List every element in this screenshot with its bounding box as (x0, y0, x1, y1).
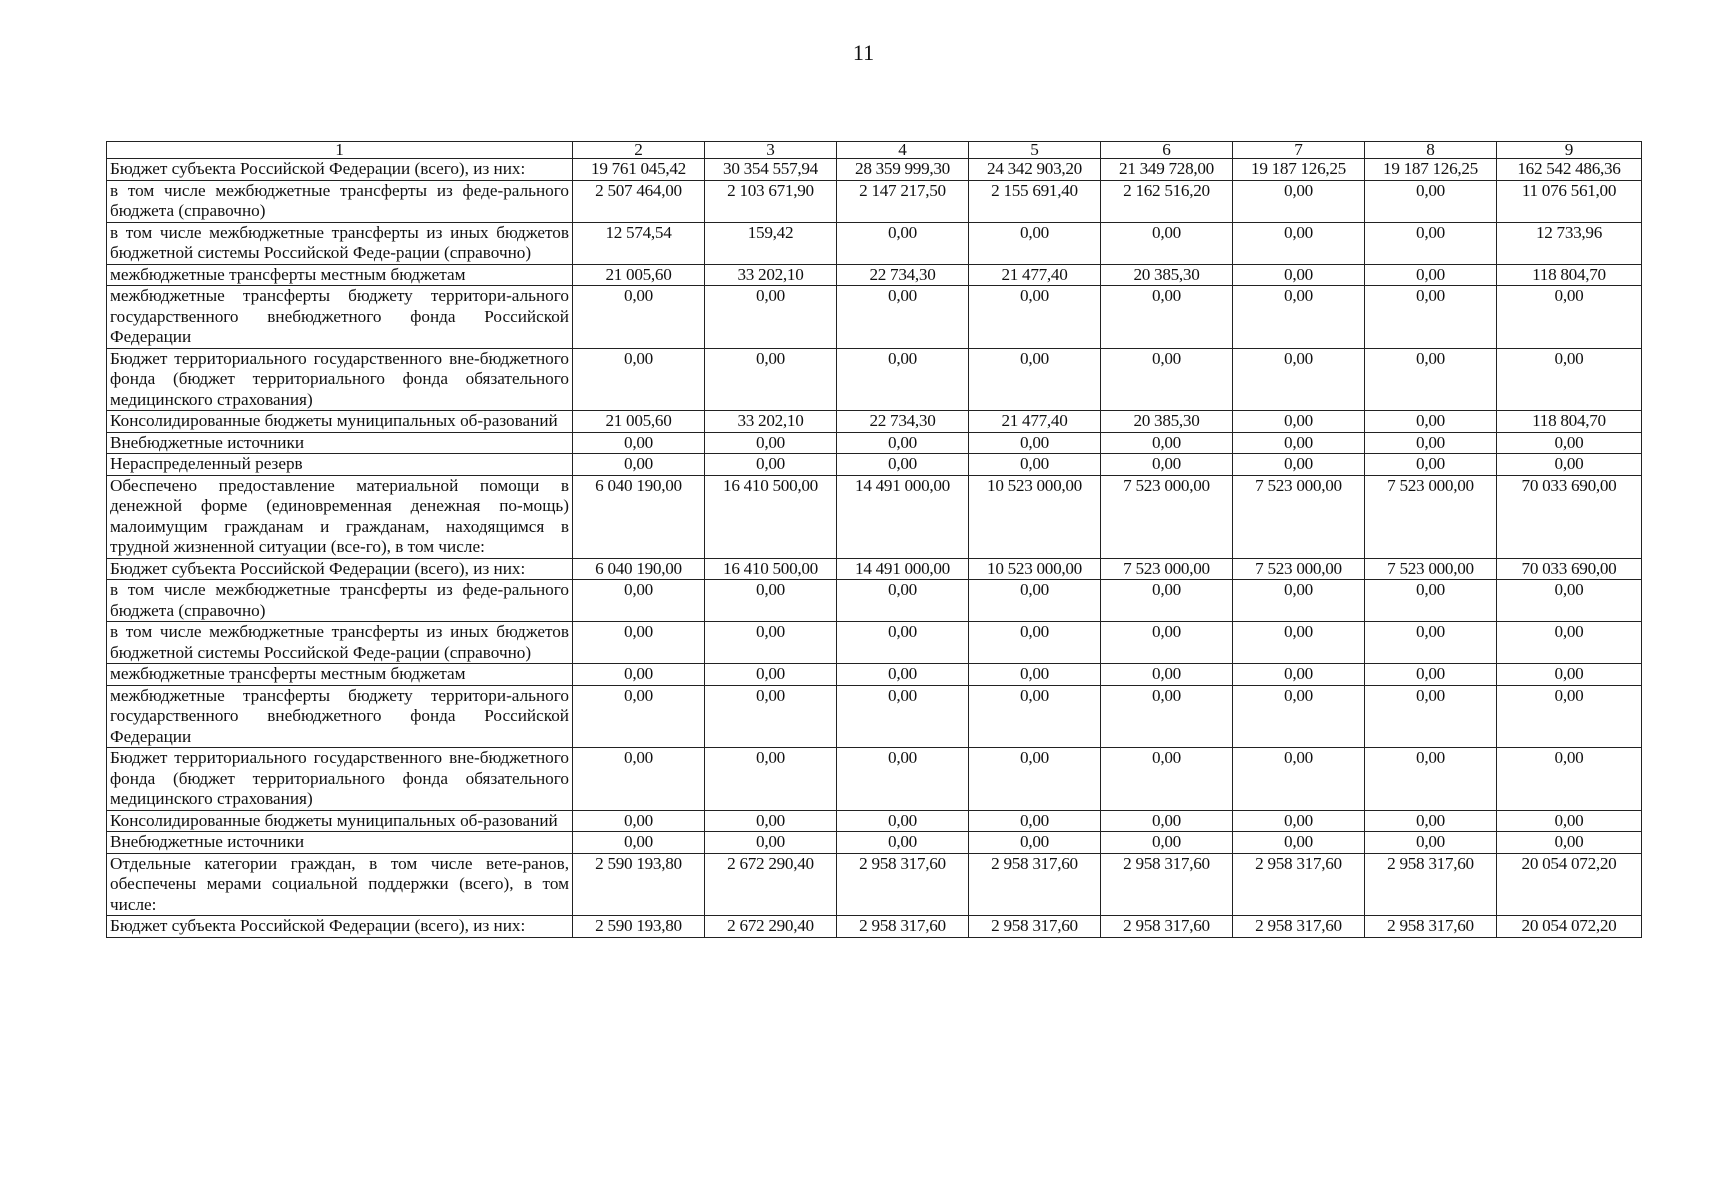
value-cell: 0,00 (573, 348, 705, 411)
value-cell: 0,00 (573, 832, 705, 854)
column-header: 3 (705, 142, 837, 159)
value-cell: 14 491 000,00 (837, 475, 969, 558)
value-cell: 0,00 (1365, 264, 1497, 286)
column-header: 8 (1365, 142, 1497, 159)
value-cell: 2 958 317,60 (1233, 853, 1365, 916)
value-cell: 118 804,70 (1497, 264, 1642, 286)
value-cell: 0,00 (705, 348, 837, 411)
table-row (107, 264, 1642, 286)
row-label: межбюджетные трансферты бюджету территори-ального государственного внебюджетного фонда Российской Федерации (107, 286, 573, 349)
table-body (107, 159, 1642, 938)
row-label: межбюджетные трансферты бюджету территори-ального государственного внебюджетного фонда Российской Федерации (107, 685, 573, 748)
value-cell: 0,00 (1101, 286, 1233, 349)
row-label: в том числе межбюджетные трансферты из иных бюджетов бюджетной системы Российской Феде-рации (справочно) (107, 622, 573, 664)
value-cell: 22 734,30 (837, 264, 969, 286)
column-header: 5 (969, 142, 1101, 159)
table-row (107, 664, 1642, 686)
row-label: Отдельные категории граждан, в том числе вете-ранов, обеспечены мерами социальной поддержки (всего), в том числе: (107, 853, 573, 916)
value-cell: 2 147 217,50 (837, 180, 969, 222)
value-cell: 0,00 (837, 286, 969, 349)
column-header: 4 (837, 142, 969, 159)
value-cell: 0,00 (969, 222, 1101, 264)
value-cell: 0,00 (1365, 180, 1497, 222)
value-cell: 14 491 000,00 (837, 558, 969, 580)
value-cell: 0,00 (969, 832, 1101, 854)
value-cell: 0,00 (705, 664, 837, 686)
column-header: 7 (1233, 142, 1365, 159)
budget-table (106, 141, 1642, 938)
value-cell: 0,00 (1365, 664, 1497, 686)
table-row (107, 916, 1642, 938)
value-cell: 162 542 486,36 (1497, 159, 1642, 181)
value-cell: 0,00 (1497, 810, 1642, 832)
value-cell: 22 734,30 (837, 411, 969, 433)
value-cell: 0,00 (705, 286, 837, 349)
page-number: 11 (852, 40, 875, 65)
value-cell: 0,00 (969, 348, 1101, 411)
row-label: Обеспечено предоставление материальной помощи в денежной форме (единовременная денежная по-мощь) малоимущим гражданам и гражданам, находящимся в трудной жизненной ситуации (все-го), в том числе: (107, 475, 573, 558)
row-label: межбюджетные трансферты местным бюджетам (107, 664, 573, 686)
value-cell: 0,00 (1233, 685, 1365, 748)
value-cell: 0,00 (1497, 286, 1642, 349)
value-cell: 0,00 (573, 664, 705, 686)
column-header: 1 (107, 142, 573, 159)
value-cell: 0,00 (837, 810, 969, 832)
value-cell: 0,00 (837, 580, 969, 622)
table-row (107, 432, 1642, 454)
value-cell: 16 410 500,00 (705, 558, 837, 580)
value-cell: 7 523 000,00 (1101, 558, 1233, 580)
value-cell: 20 054 072,20 (1497, 853, 1642, 916)
value-cell: 0,00 (1101, 664, 1233, 686)
column-header: 9 (1497, 142, 1642, 159)
value-cell: 7 523 000,00 (1365, 558, 1497, 580)
value-cell: 2 958 317,60 (1365, 853, 1497, 916)
row-label: в том числе межбюджетные трансферты из феде-рального бюджета (справочно) (107, 580, 573, 622)
row-label: Внебюджетные источники (107, 432, 573, 454)
value-cell: 0,00 (837, 348, 969, 411)
value-cell: 0,00 (1101, 348, 1233, 411)
row-label: в том числе межбюджетные трансферты из иных бюджетов бюджетной системы Российской Феде-рации (справочно) (107, 222, 573, 264)
value-cell: 0,00 (1497, 622, 1642, 664)
value-cell: 70 033 690,00 (1497, 558, 1642, 580)
value-cell: 2 958 317,60 (837, 916, 969, 938)
value-cell: 0,00 (969, 685, 1101, 748)
value-cell: 2 672 290,40 (705, 916, 837, 938)
value-cell: 7 523 000,00 (1233, 558, 1365, 580)
value-cell: 0,00 (1497, 664, 1642, 686)
value-cell: 0,00 (837, 664, 969, 686)
value-cell: 0,00 (573, 286, 705, 349)
value-cell: 0,00 (1101, 432, 1233, 454)
value-cell: 0,00 (837, 748, 969, 811)
value-cell: 70 033 690,00 (1497, 475, 1642, 558)
table-row (107, 685, 1642, 748)
value-cell: 0,00 (1233, 222, 1365, 264)
value-cell: 20 054 072,20 (1497, 916, 1642, 938)
value-cell: 0,00 (573, 685, 705, 748)
value-cell: 24 342 903,20 (969, 159, 1101, 181)
value-cell: 2 958 317,60 (1233, 916, 1365, 938)
value-cell: 0,00 (1365, 748, 1497, 811)
value-cell: 0,00 (1101, 685, 1233, 748)
value-cell: 0,00 (969, 664, 1101, 686)
value-cell: 0,00 (1101, 832, 1233, 854)
value-cell: 0,00 (705, 685, 837, 748)
value-cell: 2 162 516,20 (1101, 180, 1233, 222)
value-cell: 28 359 999,30 (837, 159, 969, 181)
value-cell: 0,00 (837, 622, 969, 664)
value-cell: 7 523 000,00 (1233, 475, 1365, 558)
value-cell: 21 005,60 (573, 264, 705, 286)
value-cell: 0,00 (1497, 832, 1642, 854)
value-cell: 12 733,96 (1497, 222, 1642, 264)
value-cell: 0,00 (837, 832, 969, 854)
value-cell: 0,00 (1101, 748, 1233, 811)
table-row (107, 748, 1642, 811)
row-label: Консолидированные бюджеты муниципальных об-разований (107, 810, 573, 832)
table-header (107, 142, 1642, 159)
value-cell: 19 187 126,25 (1365, 159, 1497, 181)
table-row (107, 348, 1642, 411)
value-cell: 30 354 557,94 (705, 159, 837, 181)
value-cell: 19 187 126,25 (1233, 159, 1365, 181)
row-label: Бюджет субъекта Российской Федерации (всего), из них: (107, 916, 573, 938)
table-row (107, 580, 1642, 622)
table-row (107, 475, 1642, 558)
value-cell: 10 523 000,00 (969, 558, 1101, 580)
value-cell: 0,00 (1497, 685, 1642, 748)
value-cell: 0,00 (1497, 348, 1642, 411)
value-cell: 0,00 (1365, 454, 1497, 476)
column-header: 2 (573, 142, 705, 159)
value-cell: 0,00 (1101, 810, 1233, 832)
table-row (107, 832, 1642, 854)
value-cell: 6 040 190,00 (573, 558, 705, 580)
value-cell: 0,00 (837, 454, 969, 476)
value-cell: 0,00 (1101, 622, 1233, 664)
value-cell: 0,00 (1233, 580, 1365, 622)
row-label: Бюджет субъекта Российской Федерации (всего), из них: (107, 558, 573, 580)
value-cell: 0,00 (837, 222, 969, 264)
table-row (107, 180, 1642, 222)
value-cell: 7 523 000,00 (1101, 475, 1233, 558)
value-cell: 21 477,40 (969, 411, 1101, 433)
value-cell: 0,00 (1233, 454, 1365, 476)
row-label: Нераспределенный резерв (107, 454, 573, 476)
value-cell: 19 761 045,42 (573, 159, 705, 181)
value-cell: 0,00 (1365, 432, 1497, 454)
table-row (107, 558, 1642, 580)
value-cell: 2 958 317,60 (1365, 916, 1497, 938)
value-cell: 2 958 317,60 (837, 853, 969, 916)
value-cell: 0,00 (573, 810, 705, 832)
value-cell: 0,00 (969, 580, 1101, 622)
column-header: 6 (1101, 142, 1233, 159)
row-label: в том числе межбюджетные трансферты из феде-рального бюджета (справочно) (107, 180, 573, 222)
value-cell: 0,00 (1233, 622, 1365, 664)
value-cell: 0,00 (969, 454, 1101, 476)
value-cell: 0,00 (705, 432, 837, 454)
row-label: Консолидированные бюджеты муниципальных об-разований (107, 411, 573, 433)
value-cell: 0,00 (969, 810, 1101, 832)
value-cell: 20 385,30 (1101, 411, 1233, 433)
value-cell: 0,00 (705, 622, 837, 664)
row-label: межбюджетные трансферты местным бюджетам (107, 264, 573, 286)
value-cell: 0,00 (1233, 432, 1365, 454)
value-cell: 0,00 (1365, 222, 1497, 264)
value-cell: 159,42 (705, 222, 837, 264)
row-label: Бюджет территориального государственного вне-бюджетного фонда (бюджет территориального фонда обязательного медицинского страхования) (107, 348, 573, 411)
value-cell: 2 155 691,40 (969, 180, 1101, 222)
value-cell: 2 507 464,00 (573, 180, 705, 222)
value-cell: 0,00 (837, 432, 969, 454)
value-cell: 2 958 317,60 (969, 916, 1101, 938)
table-row (107, 622, 1642, 664)
value-cell: 0,00 (969, 432, 1101, 454)
row-label: Бюджет субъекта Российской Федерации (всего), из них: (107, 159, 573, 181)
value-cell: 0,00 (1233, 180, 1365, 222)
value-cell: 0,00 (705, 580, 837, 622)
value-cell: 0,00 (1365, 286, 1497, 349)
header-row (107, 142, 1642, 159)
value-cell: 0,00 (1233, 286, 1365, 349)
value-cell: 0,00 (837, 685, 969, 748)
value-cell: 0,00 (1497, 432, 1642, 454)
value-cell: 33 202,10 (705, 411, 837, 433)
value-cell: 21 349 728,00 (1101, 159, 1233, 181)
value-cell: 21 005,60 (573, 411, 705, 433)
value-cell: 2 958 317,60 (1101, 853, 1233, 916)
table-row (107, 810, 1642, 832)
value-cell: 0,00 (705, 832, 837, 854)
value-cell: 6 040 190,00 (573, 475, 705, 558)
value-cell: 21 477,40 (969, 264, 1101, 286)
value-cell: 0,00 (969, 622, 1101, 664)
value-cell: 20 385,30 (1101, 264, 1233, 286)
value-cell: 0,00 (1233, 664, 1365, 686)
value-cell: 0,00 (1101, 580, 1233, 622)
value-cell: 0,00 (705, 748, 837, 811)
value-cell: 2 590 193,80 (573, 916, 705, 938)
value-cell: 7 523 000,00 (1365, 475, 1497, 558)
value-cell: 0,00 (1497, 580, 1642, 622)
value-cell: 118 804,70 (1497, 411, 1642, 433)
table-row (107, 853, 1642, 916)
table-row (107, 411, 1642, 433)
value-cell: 0,00 (1365, 622, 1497, 664)
value-cell: 0,00 (1365, 580, 1497, 622)
value-cell: 2 103 671,90 (705, 180, 837, 222)
value-cell: 0,00 (1233, 832, 1365, 854)
value-cell: 0,00 (1365, 685, 1497, 748)
value-cell: 0,00 (1365, 832, 1497, 854)
value-cell: 0,00 (573, 580, 705, 622)
value-cell: 0,00 (1233, 264, 1365, 286)
value-cell: 0,00 (1233, 748, 1365, 811)
value-cell: 2 958 317,60 (1101, 916, 1233, 938)
value-cell: 0,00 (573, 748, 705, 811)
value-cell: 0,00 (1233, 411, 1365, 433)
table-row (107, 454, 1642, 476)
table-row (107, 222, 1642, 264)
row-label: Бюджет территориального государственного вне-бюджетного фонда (бюджет территориального фонда обязательного медицинского страхования) (107, 748, 573, 811)
value-cell: 0,00 (1101, 222, 1233, 264)
value-cell: 2 958 317,60 (969, 853, 1101, 916)
value-cell: 10 523 000,00 (969, 475, 1101, 558)
value-cell: 0,00 (573, 622, 705, 664)
value-cell: 2 672 290,40 (705, 853, 837, 916)
value-cell: 0,00 (1101, 454, 1233, 476)
table-row (107, 159, 1642, 181)
value-cell: 0,00 (705, 454, 837, 476)
value-cell: 12 574,54 (573, 222, 705, 264)
value-cell: 0,00 (969, 748, 1101, 811)
value-cell: 2 590 193,80 (573, 853, 705, 916)
value-cell: 0,00 (1497, 748, 1642, 811)
value-cell: 0,00 (705, 810, 837, 832)
value-cell: 0,00 (573, 454, 705, 476)
value-cell: 0,00 (1233, 810, 1365, 832)
value-cell: 0,00 (969, 286, 1101, 349)
value-cell: 11 076 561,00 (1497, 180, 1642, 222)
value-cell: 0,00 (573, 432, 705, 454)
value-cell: 0,00 (1365, 348, 1497, 411)
value-cell: 0,00 (1365, 810, 1497, 832)
row-label: Внебюджетные источники (107, 832, 573, 854)
value-cell: 0,00 (1365, 411, 1497, 433)
value-cell: 16 410 500,00 (705, 475, 837, 558)
value-cell: 0,00 (1497, 454, 1642, 476)
value-cell: 33 202,10 (705, 264, 837, 286)
value-cell: 0,00 (1233, 348, 1365, 411)
table-row (107, 286, 1642, 349)
